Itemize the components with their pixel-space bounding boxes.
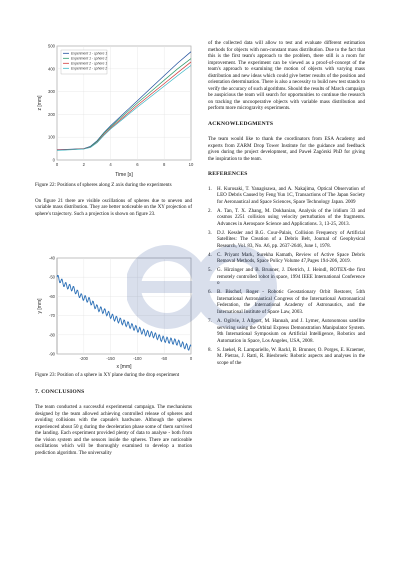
- reference-number: 8.: [208, 346, 212, 353]
- x-axis-label: Time [s]: [115, 172, 133, 178]
- x-tick-label: 0: [189, 356, 193, 361]
- x-tick-label: -150: [106, 356, 115, 361]
- x-tick-label: 6: [136, 162, 139, 167]
- reference-text: S. Jaekel, R. Lampariello, W. Rackl, B. Brunner, O. Porges, E. Kraemer, M. Pietras, J. Ratti, R. Biesbroek: Robotic aspects and analyses in the scope of the: [217, 346, 365, 366]
- reference-number: 7.: [208, 318, 212, 325]
- reference-item: [208, 186, 365, 206]
- conclusions-paragraph: The team conducted a successful experimental campaign. The mechanisms designed by the team allowed achieving controlled release of spheres and avoiding collisions with the capsule's hardware. Although the spheres experienced about 50 g during the deceleration phase some of them survived the landing. Each experiment provided plenty of data to analyse - both from the vision system and the sensors inside the spheres. There are noticeable oscillations which will be thoroughly examined to develop a motion prediction algorithm. The universality: [35, 404, 192, 456]
- x-tick-label: 0: [55, 162, 59, 167]
- acknowledgments-paragraph: The team would like to thank the coordinators from ESA Academy and experts from ZARM Drop Tower Institute for the guidance and feedback given during the project development, and Paweł Zagórski PhD for giving the inspiration to the team.: [208, 136, 365, 162]
- y-tick-label: 100: [48, 134, 55, 140]
- y-tick-label: -60: [48, 293, 55, 299]
- y-tick-label: -50: [48, 274, 55, 280]
- x-tick-label: -100: [133, 356, 142, 361]
- acknowledgments-heading: ACKNOWLEDGMENTS: [208, 120, 274, 127]
- conclusions-continued-paragraph: of the collected data will allow to test and evaluate different estimation methods for objects with non-constant mass distribution. Due to the fact that this is the first team's approach to the problem, there still is a room for improvement. The experiment can be viewed as a proof-of-concept of the team's approach to examining the motion of objects with varying mass distribution and new ideas which could give better results of the position and orientation determination. There is also a necessity to build new test stands to verify the accuracy of such algorithms. Should the results of March campaign be auspicious the team will search for opportunities to continue the research on tracking the uncooperative objects with variable mass distribution and perform more microgravity experiments.: [208, 40, 365, 111]
- y-tick-label: 0: [52, 157, 55, 163]
- legend-label: Experiment 1 - sphere 1: [71, 51, 108, 56]
- reference-number: 6.: [208, 289, 212, 296]
- y-tick-label: 500: [48, 43, 55, 49]
- reference-item: [208, 267, 365, 287]
- y-axis-label: z [mm]: [37, 95, 43, 111]
- figure-23-chart: [35, 253, 195, 371]
- x-tick-label: 8: [163, 162, 166, 167]
- y-axis-label: y [mm]: [37, 298, 43, 314]
- reference-number: 1.: [208, 185, 212, 192]
- y-tick-label: -80: [48, 332, 55, 338]
- reference-number: 5.: [208, 267, 212, 274]
- chart-legend: [61, 50, 107, 74]
- figure-discussion-paragraph: On figure 21 there are visible oscillations of spheres due to uneven and variable mass distribution. They are better noticeable on the XY projection of sphere's trajectory. Such a projection is shown on figure 23.: [35, 197, 192, 217]
- y-tick-label: -70: [48, 313, 55, 319]
- figure-22-chart: [35, 40, 195, 180]
- y-tick-label: 400: [48, 66, 55, 72]
- x-tick-label: 2: [82, 162, 85, 167]
- y-tick-label: -40: [48, 255, 55, 261]
- legend-label: Experiment 2 - sphere 1: [71, 61, 108, 66]
- reference-number: 2.: [208, 207, 212, 214]
- reference-text: A. Ogilvie, J. Allport, M. Hannah, and J. Lymer, Autonomous satellite servicing using the Orbital Express Demonstration Manipulator System. 9th International Symposium on Artificial Intelligence, Robotics and Automation in Space, Los Angeles, USA, 2008.: [217, 318, 365, 344]
- legend-label: Experiment 1 - sphere 2: [71, 56, 108, 61]
- reference-item: [208, 289, 365, 315]
- x-axis-label: x [mm]: [116, 364, 132, 370]
- conclusions-heading: 7. CONCLUSIONS: [35, 388, 85, 395]
- references-heading: REFERENCES: [208, 171, 248, 177]
- reference-item: [208, 230, 365, 250]
- reference-text: H. Kurosaki, T. Yanagisawa, and A. Nakajima, Optical Observation of LEO Debris Caused by Feng Yun 1C, Transactions of The Japan Society for Aeronautical and Space Sciences, Space Technology Japan. 2009: [217, 185, 365, 205]
- reference-item: [208, 252, 365, 265]
- legend-label: Experiment 2 - sphere 2: [71, 66, 108, 71]
- plot-area: [57, 258, 191, 354]
- x-tick-label: 10: [188, 162, 194, 167]
- reference-text: C. Priyant Mark, Surekha Kamath, Review of Active Space Debris Removal Methods, Space Policy Volume 47,Pages 194-206, 2019.: [217, 251, 365, 265]
- reference-text: D.J. Kessler and B.G. Cour-Palais, Collision Frequency of Artificial Satellites: The Creation of a Debris Belt, Journal of Geophysical Research, Vol. 83, No. A6, pp. 2637-2646, June 1, 1978.: [217, 229, 365, 249]
- references-list: [208, 186, 365, 367]
- reference-text: G. Hirzinger and B. Brunner, J. Dietrich, J. Heindl, ROTEX-the first remotely controlled robot in space, 1994 IEEE International Conference o: [217, 267, 365, 287]
- reference-item: [208, 347, 365, 367]
- reference-text: A. Tan, T. X. Zhang, M. Dokhanian, Analysis of the iridium 33 and cosmos 2251 collision using velocity perturbation of the fragments. Advances in Aerospace Science and Applications. 3, 13-25, 2013.: [217, 207, 365, 227]
- y-tick-label: 300: [48, 89, 55, 95]
- reference-number: 4.: [208, 251, 212, 258]
- y-tick-label: 200: [48, 111, 55, 117]
- reference-text: B. Bischof, Roger - Robotic Geostationary Orbit Restorer, 54th International Astronautical Congress of the International Astronautical Federation, the International Academy of Astronautics, and the International Institute of Space Law, 2003.: [217, 289, 365, 315]
- reference-item: [208, 208, 365, 228]
- figure-23-caption: Figure 23: Position of a sphere in XY plane during the drop experiment: [35, 372, 180, 378]
- y-tick-label: -90: [48, 351, 55, 357]
- x-tick-label: 4: [109, 162, 112, 167]
- x-tick-label: -200: [79, 356, 88, 361]
- reference-number: 3.: [208, 229, 212, 236]
- x-tick-label: -50: [161, 356, 168, 361]
- figure-22-caption: Figure 22: Positions of spheres along Z axis during the experiments: [35, 182, 172, 188]
- reference-item: [208, 318, 365, 344]
